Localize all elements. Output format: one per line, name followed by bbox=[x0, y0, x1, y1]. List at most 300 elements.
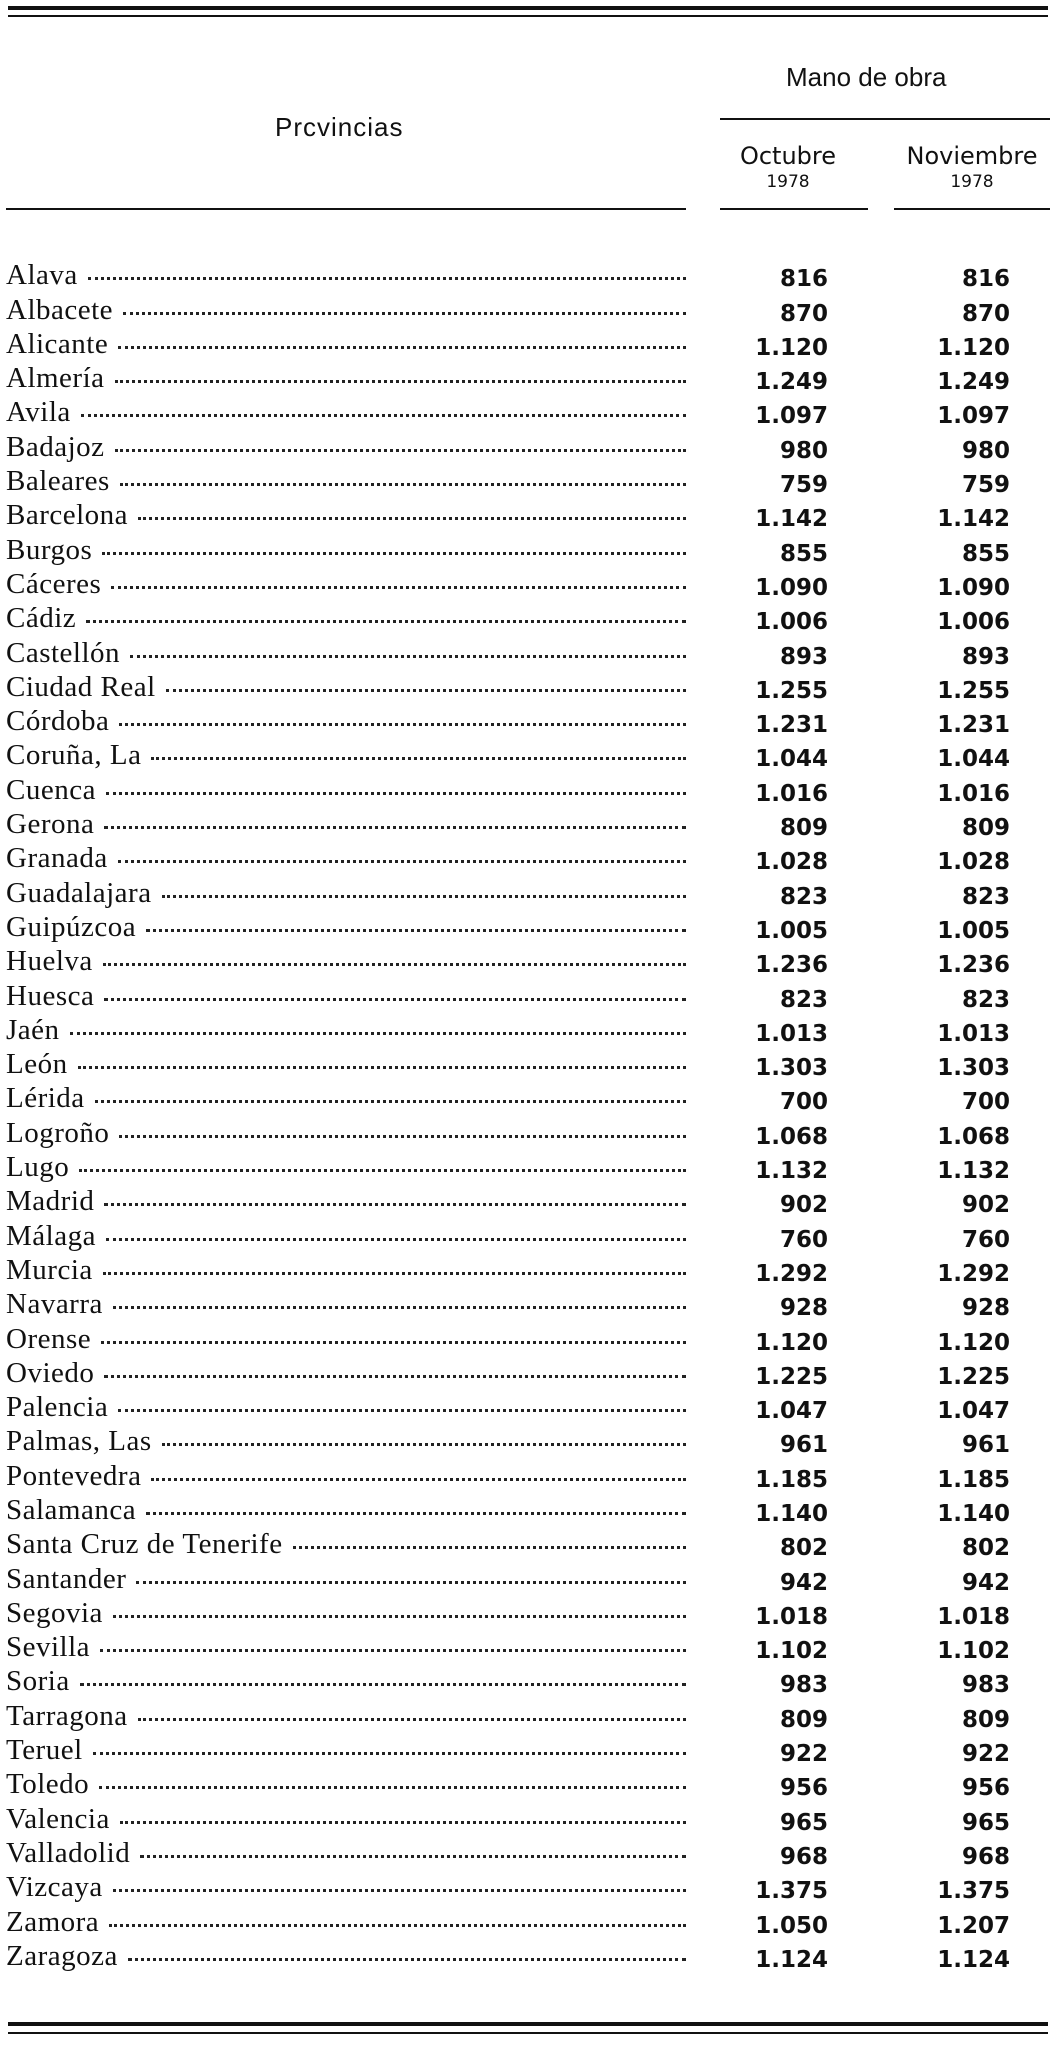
table-row bbox=[0, 877, 1052, 911]
dot-leader bbox=[166, 689, 686, 692]
table-row bbox=[0, 1803, 1052, 1837]
table-row bbox=[0, 397, 1052, 431]
noviembre-value: 809 bbox=[961, 815, 1010, 842]
provincia-cell bbox=[6, 431, 686, 464]
table-row bbox=[0, 1152, 1052, 1186]
provincia-cell bbox=[6, 568, 686, 601]
header-rule-left bbox=[6, 208, 686, 210]
provincia-name: Lérida bbox=[6, 1082, 85, 1115]
noviembre-value: 1.231 bbox=[937, 712, 1010, 739]
provincia-cell bbox=[6, 1357, 686, 1390]
noviembre-value: 823 bbox=[961, 986, 1010, 1013]
provincia-cell bbox=[6, 396, 686, 429]
provincia-name: Almería bbox=[6, 362, 105, 395]
provincia-cell bbox=[6, 637, 686, 670]
noviembre-value: 1.044 bbox=[937, 746, 1010, 773]
table-row bbox=[0, 1666, 1052, 1700]
provincia-name: Barcelona bbox=[6, 499, 129, 532]
dot-leader bbox=[104, 826, 686, 829]
table-row bbox=[0, 431, 1052, 465]
noviembre-value: 893 bbox=[961, 643, 1010, 670]
octubre-value: 823 bbox=[779, 986, 828, 1013]
noviembre-value: 1.124 bbox=[937, 1946, 1010, 1973]
noviembre-value: 1.236 bbox=[937, 952, 1010, 979]
table-row bbox=[0, 706, 1052, 740]
provincia-cell bbox=[6, 534, 686, 567]
provincia-name: Santa Cruz de Tenerife bbox=[6, 1528, 283, 1561]
octubre-value: 902 bbox=[779, 1192, 828, 1219]
column-noviembre-header bbox=[894, 142, 1050, 192]
noviembre-value: 1.142 bbox=[937, 506, 1010, 533]
octubre-value: 1.132 bbox=[755, 1158, 828, 1185]
dot-leader bbox=[93, 1752, 686, 1755]
provincia-name: Coruña, La bbox=[6, 739, 142, 772]
noviembre-value: 759 bbox=[961, 472, 1010, 499]
noviembre-value: 902 bbox=[961, 1192, 1010, 1219]
dot-leader bbox=[113, 1306, 686, 1309]
octubre-value: 1.102 bbox=[755, 1638, 828, 1665]
octubre-value: 1.140 bbox=[755, 1500, 828, 1527]
dot-leader bbox=[104, 1375, 686, 1378]
dot-leader bbox=[113, 1889, 686, 1892]
noviembre-value: 1.097 bbox=[937, 403, 1010, 430]
noviembre-value: 760 bbox=[961, 1226, 1010, 1253]
table-row bbox=[0, 912, 1052, 946]
table-row bbox=[0, 1941, 1052, 1975]
table-row bbox=[0, 1289, 1052, 1323]
provincia-name: Palencia bbox=[6, 1391, 109, 1424]
octubre-value: 823 bbox=[779, 883, 828, 910]
provincia-cell bbox=[6, 362, 686, 395]
noviembre-value: 700 bbox=[961, 1089, 1010, 1116]
dot-leader bbox=[140, 1855, 686, 1858]
provincia-name: Lugo bbox=[6, 1151, 70, 1184]
noviembre-value: 1.303 bbox=[937, 1055, 1010, 1082]
noviembre-value: 1.016 bbox=[937, 780, 1010, 807]
octubre-value: 956 bbox=[779, 1775, 828, 1802]
table-row bbox=[0, 466, 1052, 500]
provincia-cell bbox=[6, 1082, 686, 1115]
provincia-cell bbox=[6, 1151, 686, 1184]
octubre-value: 1.225 bbox=[755, 1363, 828, 1390]
provincia-name: Málaga bbox=[6, 1219, 96, 1252]
octubre-value: 1.097 bbox=[755, 403, 828, 430]
noviembre-value: 942 bbox=[961, 1569, 1010, 1596]
octubre-value: 1.005 bbox=[755, 917, 828, 944]
dot-leader bbox=[130, 655, 686, 658]
table-row bbox=[0, 946, 1052, 980]
provincia-cell bbox=[6, 1494, 686, 1527]
octubre-value: 1.044 bbox=[755, 746, 828, 773]
provincia-cell bbox=[6, 1048, 686, 1081]
provincia-name: Tarragona bbox=[6, 1699, 128, 1732]
provincia-cell bbox=[6, 1803, 686, 1836]
table-row bbox=[0, 1769, 1052, 1803]
dot-leader bbox=[79, 1169, 686, 1172]
octubre-value: 1.303 bbox=[755, 1055, 828, 1082]
table-row bbox=[0, 1460, 1052, 1494]
octubre-year: 1978 bbox=[766, 172, 810, 192]
noviembre-month: Noviembre bbox=[906, 142, 1038, 170]
dot-leader bbox=[115, 380, 686, 383]
dot-leader bbox=[103, 963, 686, 966]
dot-leader bbox=[146, 1512, 686, 1515]
provincia-cell bbox=[6, 1837, 686, 1870]
noviembre-value: 1.018 bbox=[937, 1603, 1010, 1630]
noviembre-value: 1.006 bbox=[937, 609, 1010, 636]
provincia-name: Ciudad Real bbox=[6, 670, 156, 703]
octubre-value: 1.050 bbox=[755, 1912, 828, 1939]
dot-leader bbox=[86, 620, 686, 623]
provincia-cell bbox=[6, 1460, 686, 1493]
provinces-table bbox=[0, 260, 1052, 1975]
table-row bbox=[0, 843, 1052, 877]
provincia-name: Segovia bbox=[6, 1596, 103, 1629]
octubre-value: 1.016 bbox=[755, 780, 828, 807]
dot-leader bbox=[103, 1272, 686, 1275]
noviembre-value: 1.120 bbox=[937, 334, 1010, 361]
noviembre-value: 1.047 bbox=[937, 1398, 1010, 1425]
provincia-cell bbox=[6, 465, 686, 498]
provincia-cell bbox=[6, 671, 686, 704]
provincia-name: Córdoba bbox=[6, 705, 110, 738]
dot-leader bbox=[81, 414, 686, 417]
provincia-cell bbox=[6, 1631, 686, 1664]
noviembre-value: 1.249 bbox=[937, 369, 1010, 396]
noviembre-value: 1.255 bbox=[937, 677, 1010, 704]
octubre-value: 1.013 bbox=[755, 1020, 828, 1047]
dot-leader bbox=[162, 895, 686, 898]
provincia-cell bbox=[6, 1323, 686, 1356]
octubre-value: 809 bbox=[779, 815, 828, 842]
table-row bbox=[0, 1598, 1052, 1632]
provincia-name: Cuenca bbox=[6, 773, 96, 806]
dot-leader bbox=[118, 346, 686, 349]
provincia-cell bbox=[6, 842, 686, 875]
table-row bbox=[0, 1392, 1052, 1426]
provincia-name: Valencia bbox=[6, 1802, 110, 1835]
table-row bbox=[0, 1186, 1052, 1220]
octubre-value: 1.018 bbox=[755, 1603, 828, 1630]
provincia-cell bbox=[6, 1768, 686, 1801]
provincia-cell bbox=[6, 1597, 686, 1630]
octubre-value: 1.124 bbox=[755, 1946, 828, 1973]
table-row bbox=[0, 1083, 1052, 1117]
dot-leader bbox=[138, 1718, 686, 1721]
octubre-value: 1.120 bbox=[755, 1329, 828, 1356]
provincia-name: Madrid bbox=[6, 1185, 95, 1218]
noviembre-value: 965 bbox=[961, 1809, 1010, 1836]
table-row bbox=[0, 534, 1052, 568]
noviembre-value: 870 bbox=[961, 300, 1010, 327]
provincia-name: Logroño bbox=[6, 1116, 110, 1149]
table-row bbox=[0, 329, 1052, 363]
noviembre-value: 1.140 bbox=[937, 1500, 1010, 1527]
noviembre-value: 1.292 bbox=[937, 1260, 1010, 1287]
provincia-cell bbox=[6, 1185, 686, 1218]
mano-de-obra-header: Mano de obra bbox=[786, 62, 947, 92]
octubre-value: 980 bbox=[779, 437, 828, 464]
table-row bbox=[0, 363, 1052, 397]
provincia-name: Guadalajara bbox=[6, 876, 152, 909]
provincia-cell bbox=[6, 774, 686, 807]
provincia-name: Sevilla bbox=[6, 1631, 91, 1664]
octubre-value: 965 bbox=[779, 1809, 828, 1836]
table-row bbox=[0, 1323, 1052, 1357]
dot-leader bbox=[146, 929, 686, 932]
octubre-value: 816 bbox=[779, 266, 828, 293]
provincia-name: Granada bbox=[6, 842, 108, 875]
octubre-value: 942 bbox=[779, 1569, 828, 1596]
provincia-name: Cáceres bbox=[6, 567, 102, 600]
header-rule-right bbox=[894, 208, 1050, 210]
table-row bbox=[0, 1872, 1052, 1906]
provincia-name: Zaragoza bbox=[6, 1939, 118, 1972]
octubre-value: 1.375 bbox=[755, 1878, 828, 1905]
dot-leader bbox=[106, 792, 686, 795]
table-row bbox=[0, 569, 1052, 603]
provincia-cell bbox=[6, 911, 686, 944]
dot-leader bbox=[70, 1032, 686, 1035]
octubre-value: 1.231 bbox=[755, 712, 828, 739]
provincia-cell bbox=[6, 739, 686, 772]
dot-leader bbox=[104, 998, 686, 1001]
group-rule bbox=[720, 118, 1050, 120]
table-row bbox=[0, 1117, 1052, 1151]
noviembre-value: 823 bbox=[961, 883, 1010, 910]
dot-leader bbox=[293, 1546, 686, 1549]
noviembre-value: 1.225 bbox=[937, 1363, 1010, 1390]
provincia-name: Palmas, Las bbox=[6, 1425, 152, 1458]
provincia-name: Gerona bbox=[6, 808, 95, 841]
provincia-name: Santander bbox=[6, 1562, 127, 1595]
table-row bbox=[0, 500, 1052, 534]
bottom-rule bbox=[8, 2022, 1048, 2026]
provincia-cell bbox=[6, 1014, 686, 1047]
noviembre-value: 1.013 bbox=[937, 1020, 1010, 1047]
provincia-cell bbox=[6, 1288, 686, 1321]
noviembre-value: 809 bbox=[961, 1706, 1010, 1733]
provincia-name: Teruel bbox=[6, 1734, 83, 1767]
table-row bbox=[0, 1906, 1052, 1940]
octubre-value: 1.120 bbox=[755, 334, 828, 361]
provincia-name: Badajoz bbox=[6, 430, 105, 463]
noviembre-value: 1.005 bbox=[937, 917, 1010, 944]
noviembre-value: 1.207 bbox=[937, 1912, 1010, 1939]
octubre-month: Octubre bbox=[739, 142, 837, 170]
provincia-name: Jaén bbox=[6, 1013, 60, 1046]
table-row bbox=[0, 980, 1052, 1014]
provincia-cell bbox=[6, 1700, 686, 1733]
octubre-value: 1.249 bbox=[755, 369, 828, 396]
provincia-cell bbox=[6, 1563, 686, 1596]
table-row bbox=[0, 672, 1052, 706]
provincia-name: Oviedo bbox=[6, 1356, 95, 1389]
noviembre-value: 802 bbox=[961, 1535, 1010, 1562]
dot-leader bbox=[136, 1581, 686, 1584]
octubre-value: 922 bbox=[779, 1741, 828, 1768]
octubre-value: 968 bbox=[779, 1843, 828, 1870]
dot-leader bbox=[80, 1683, 686, 1686]
dot-leader bbox=[101, 1341, 686, 1344]
dot-leader bbox=[113, 1615, 686, 1618]
octubre-value: 893 bbox=[779, 643, 828, 670]
octubre-value: 1.142 bbox=[755, 506, 828, 533]
dot-leader bbox=[100, 1649, 686, 1652]
octubre-value: 1.090 bbox=[755, 574, 828, 601]
table-row bbox=[0, 1700, 1052, 1734]
provincia-cell bbox=[6, 259, 686, 292]
noviembre-value: 855 bbox=[961, 540, 1010, 567]
provincia-name: León bbox=[6, 1048, 68, 1081]
provincia-cell bbox=[6, 1425, 686, 1458]
table-row bbox=[0, 1255, 1052, 1289]
provincia-cell bbox=[6, 1220, 686, 1253]
dot-leader bbox=[151, 1478, 686, 1481]
provincia-name: Baleares bbox=[6, 465, 110, 498]
provincia-cell bbox=[6, 1254, 686, 1287]
octubre-value: 870 bbox=[779, 300, 828, 327]
dot-leader bbox=[106, 1238, 686, 1241]
provincia-name: Alicante bbox=[6, 327, 109, 360]
table-row bbox=[0, 1529, 1052, 1563]
octubre-value: 961 bbox=[779, 1432, 828, 1459]
provincia-name: Soria bbox=[6, 1665, 70, 1698]
table-row bbox=[0, 1838, 1052, 1872]
table-row bbox=[0, 294, 1052, 328]
noviembre-value: 816 bbox=[961, 266, 1010, 293]
provincia-name: Avila bbox=[6, 396, 71, 429]
noviembre-year: 1978 bbox=[950, 172, 994, 192]
noviembre-value: 961 bbox=[961, 1432, 1010, 1459]
octubre-value: 759 bbox=[779, 472, 828, 499]
dot-leader bbox=[128, 1958, 686, 1961]
octubre-value: 700 bbox=[779, 1089, 828, 1116]
dot-leader bbox=[88, 277, 686, 280]
provincia-cell bbox=[6, 1734, 686, 1767]
noviembre-value: 1.102 bbox=[937, 1638, 1010, 1665]
table-row bbox=[0, 740, 1052, 774]
table-row bbox=[0, 260, 1052, 294]
provincia-cell bbox=[6, 808, 686, 841]
octubre-value: 1.236 bbox=[755, 952, 828, 979]
top-rule bbox=[8, 6, 1048, 10]
dot-leader bbox=[115, 449, 686, 452]
dot-leader bbox=[162, 1443, 686, 1446]
noviembre-value: 956 bbox=[961, 1775, 1010, 1802]
provincia-cell bbox=[6, 1906, 686, 1939]
noviembre-value: 980 bbox=[961, 437, 1010, 464]
octubre-value: 1.292 bbox=[755, 1260, 828, 1287]
noviembre-value: 968 bbox=[961, 1843, 1010, 1870]
table-row bbox=[0, 1015, 1052, 1049]
provincia-name: Vizcaya bbox=[6, 1871, 103, 1904]
dot-leader bbox=[78, 1066, 686, 1069]
header-rule-mid bbox=[720, 208, 868, 210]
provincia-cell bbox=[6, 877, 686, 910]
table-row bbox=[0, 1563, 1052, 1597]
dot-leader bbox=[123, 312, 686, 315]
octubre-value: 1.047 bbox=[755, 1398, 828, 1425]
bottom-rule-thin bbox=[8, 2032, 1048, 2034]
dot-leader bbox=[151, 757, 686, 760]
table-row bbox=[0, 637, 1052, 671]
provincia-cell bbox=[6, 328, 686, 361]
table-row bbox=[0, 1220, 1052, 1254]
provincia-name: Castellón bbox=[6, 636, 121, 669]
table-row bbox=[0, 1735, 1052, 1769]
dot-leader bbox=[119, 723, 686, 726]
noviembre-value: 1.120 bbox=[937, 1329, 1010, 1356]
provincia-cell bbox=[6, 294, 686, 327]
table-row bbox=[0, 774, 1052, 808]
octubre-value: 760 bbox=[779, 1226, 828, 1253]
octubre-value: 855 bbox=[779, 540, 828, 567]
noviembre-value: 1.375 bbox=[937, 1878, 1010, 1905]
provincia-cell bbox=[6, 602, 686, 635]
table-row bbox=[0, 1358, 1052, 1392]
octubre-value: 809 bbox=[779, 1706, 828, 1733]
dot-leader bbox=[95, 1100, 686, 1103]
provincia-name: Huesca bbox=[6, 979, 95, 1012]
column-octubre-header bbox=[720, 142, 856, 192]
provincia-name: Alava bbox=[6, 259, 78, 292]
provincia-cell bbox=[6, 705, 686, 738]
noviembre-value: 983 bbox=[961, 1672, 1010, 1699]
dot-leader bbox=[111, 586, 686, 589]
octubre-value: 1.028 bbox=[755, 849, 828, 876]
provincia-cell bbox=[6, 980, 686, 1013]
provincia-name: Salamanca bbox=[6, 1493, 137, 1526]
octubre-value: 928 bbox=[779, 1295, 828, 1322]
provincia-cell bbox=[6, 499, 686, 532]
dot-leader bbox=[118, 1409, 686, 1412]
provincia-name: Albacete bbox=[6, 293, 114, 326]
octubre-value: 1.185 bbox=[755, 1466, 828, 1493]
provincia-cell bbox=[6, 1117, 686, 1150]
table-row bbox=[0, 1495, 1052, 1529]
table-row bbox=[0, 1426, 1052, 1460]
provincia-name: Zamora bbox=[6, 1905, 100, 1938]
provincia-name: Guipúzcoa bbox=[6, 910, 137, 943]
provincia-cell bbox=[6, 1665, 686, 1698]
top-rule-thin bbox=[8, 15, 1048, 17]
dot-leader bbox=[119, 1135, 686, 1138]
provincia-name: Cádiz bbox=[6, 602, 77, 635]
octubre-value: 802 bbox=[779, 1535, 828, 1562]
dot-leader bbox=[102, 552, 686, 555]
table-row bbox=[0, 1049, 1052, 1083]
noviembre-value: 1.185 bbox=[937, 1466, 1010, 1493]
provincia-name: Navarra bbox=[6, 1288, 103, 1321]
provincia-name: Burgos bbox=[6, 533, 93, 566]
provincia-cell bbox=[6, 945, 686, 978]
provincia-name: Orense bbox=[6, 1322, 92, 1355]
octubre-value: 1.068 bbox=[755, 1123, 828, 1150]
dot-leader bbox=[120, 483, 686, 486]
provincia-name: Valladolid bbox=[6, 1836, 131, 1869]
octubre-value: 1.255 bbox=[755, 677, 828, 704]
dot-leader bbox=[99, 1786, 686, 1789]
provincia-cell bbox=[6, 1391, 686, 1424]
noviembre-value: 1.132 bbox=[937, 1158, 1010, 1185]
dot-leader bbox=[104, 1203, 686, 1206]
dot-leader bbox=[109, 1924, 686, 1927]
dot-leader bbox=[118, 860, 686, 863]
table-row bbox=[0, 1632, 1052, 1666]
noviembre-value: 1.028 bbox=[937, 849, 1010, 876]
provincia-cell bbox=[6, 1940, 686, 1973]
